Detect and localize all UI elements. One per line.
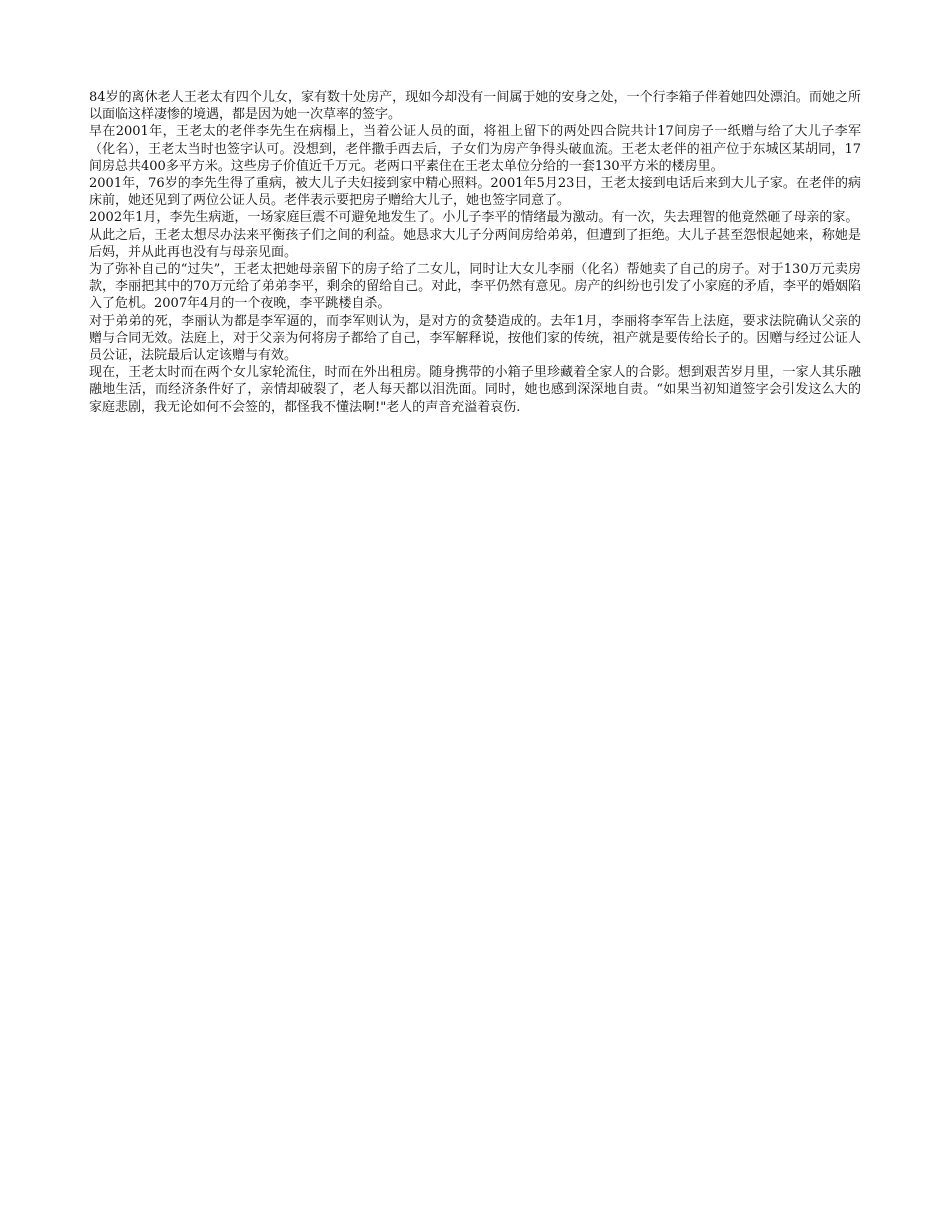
paragraph-7: 对于弟弟的死，李丽认为都是李军逼的，而李军则认为，是对方的贪婪造成的。去年1月，李丽将李军告上法庭，要求法院确认父亲的赠与合同无效。法庭上，对于父亲为何将房子都给了自己，李军解释说，按他们家的传统，祖产就是要传给长子的。因赠与经过公证人员公证，法院最后认定该赠与有效。 [89, 313, 861, 364]
paragraph-1: 84岁的离休老人王老太有四个儿女，家有数十处房产，现如今却没有一间属于她的安身之处，一个行李箱子伴着她四处漂泊。而她之所以面临这样凄惨的境遇，都是因为她一次草率的签字。 [89, 90, 861, 123]
paragraph-8: 现在，王老太时而在两个女儿家轮流住，时而在外出租房。随身携带的小箱子里珍藏着全家人的合影。想到艰苦岁月里，一家人其乐融融地生活，而经济条件好了，亲情却破裂了，老人每天都以泪洗面。同时，她也感到深深地自责。“如果当初知道签字会引发这么大的家庭悲剧，我无论如何不会签的，都怪我不懂法啊!"老人的声音充溢着哀伤. [89, 365, 861, 415]
paragraph-4: 2002年1月，李先生病逝，一场家庭巨震不可避免地发生了。小儿子李平的情绪最为激动。有一次，失去理智的他竟然砸了母亲的家。 [89, 210, 859, 226]
paragraph-2: 早在2001年，王老太的老伴李先生在病榻上，当着公证人员的面，将祖上留下的两处四合院共计17间房子一纸赠与给了大儿子李军（化名），王老太当时也签字认可。没想到，老伴撒手西去后，子女们为房产争得头破血流。王老太老伴的祖产位于东城区某胡同，17间房总共400多平方米。这些房子价值近千万元。老两口平素住在王老太单位分给的一套130平方米的楼房里。 [89, 124, 861, 174]
paragraph-3: 2001年，76岁的李先生得了重病，被大儿子夫妇接到家中精心照料。2001年5月23日，王老太接到电话后来到大儿子家。在老伴的病床前，她还见到了两位公证人员。老伴表示要把房子赠给大儿子，她也签字同意了。 [89, 176, 861, 209]
paragraph-6: 为了弥补自己的“过失”，王老太把她母亲留下的房子给了二女儿，同时让大女儿李丽（化名）帮她卖了自己的房子。对于130万元卖房款，李丽把其中的70万元给了弟弟李平，剩余的留给自己。对此，李平仍然有意见。房产的纠纷也引发了小家庭的矛盾，李平的婚姻陷入了危机。2007年4月的一个夜晚，李平跳楼自杀。 [89, 262, 861, 312]
paragraph-5: 从此之后，王老太想尽办法来平衡孩子们之间的利益。她恳求大儿子分两间房给弟弟，但遭到了拒绝。大儿子甚至怨恨起她来，称她是后妈，并从此再也没有与母亲见面。 [89, 227, 861, 260]
article-body [89, 89, 861, 416]
